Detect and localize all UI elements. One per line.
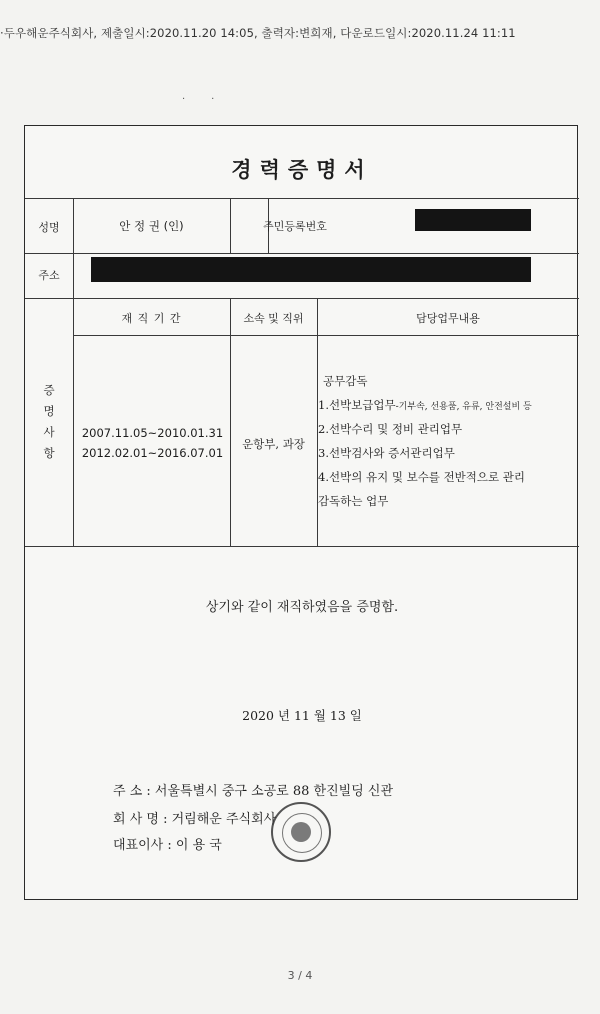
- rule: [25, 198, 579, 199]
- duty-header: 담당업무내용: [416, 312, 480, 325]
- redacted-address: [91, 257, 531, 282]
- duty-item-1: 1.선박보급업무-기부속, 선용품, 유류, 안전설비 등: [318, 398, 532, 412]
- issue-date: 2020 년 11 월 13 일: [242, 708, 362, 723]
- download-info-header: ·두우해운주식회사, 제출일시:2020.11.20 14:05, 출력자:변희재, 다운로드일시:2020.11.24 11:11: [0, 26, 516, 40]
- name-label: 성명: [38, 221, 60, 234]
- resident-id-label: 주민등록번호: [263, 220, 327, 233]
- employment-period-2: 2012.02.01~2016.07.01: [81, 446, 224, 460]
- name-value: 안 정 권 (인): [119, 219, 184, 233]
- certification-statement: 상기와 같이 재직하였음을 증명함.: [205, 600, 399, 615]
- rule: [73, 198, 74, 546]
- department-position: 운항부, 과장: [242, 437, 305, 451]
- duty-item-4-continued: 감독하는 업무: [318, 494, 389, 508]
- page-indicator: 3 / 4: [287, 969, 313, 982]
- duty-item-4: 4.선박의 유지 및 보수를 전반적으로 관리: [318, 470, 525, 484]
- rule: [25, 298, 579, 299]
- certification-items-label: 증 명 사 항: [43, 383, 55, 460]
- rule: [230, 298, 231, 546]
- rule: [25, 546, 579, 547]
- duty-heading: 공무감독: [323, 374, 368, 388]
- certificate-sheet: [24, 125, 578, 900]
- company-address: 주 소 : 서울특별시 중구 소공로 88 한진빌딩 신관: [113, 784, 394, 799]
- address-label: 주소: [38, 269, 60, 282]
- ceo-name: 대표이사 : 이 용 국: [113, 838, 222, 853]
- period-header: 재 직 기 간: [121, 312, 182, 325]
- company-name: 회 사 명 : 거림해운 주식회사: [113, 812, 277, 827]
- duty-item-3: 3.선박검사와 증서관리업무: [318, 446, 455, 460]
- rule: [25, 253, 579, 254]
- scan-specks: ··: [182, 94, 241, 105]
- redacted-resident-id: [415, 209, 531, 231]
- company-seal-stamp: [271, 802, 331, 862]
- dept-header: 소속 및 직위: [243, 312, 304, 325]
- rule: [73, 335, 579, 336]
- document-title: 경력증명서: [231, 157, 373, 182]
- employment-period-1: 2007.11.05~2010.01.31: [81, 426, 224, 440]
- duty-item-2: 2.선박수리 및 정비 관리업무: [318, 422, 463, 436]
